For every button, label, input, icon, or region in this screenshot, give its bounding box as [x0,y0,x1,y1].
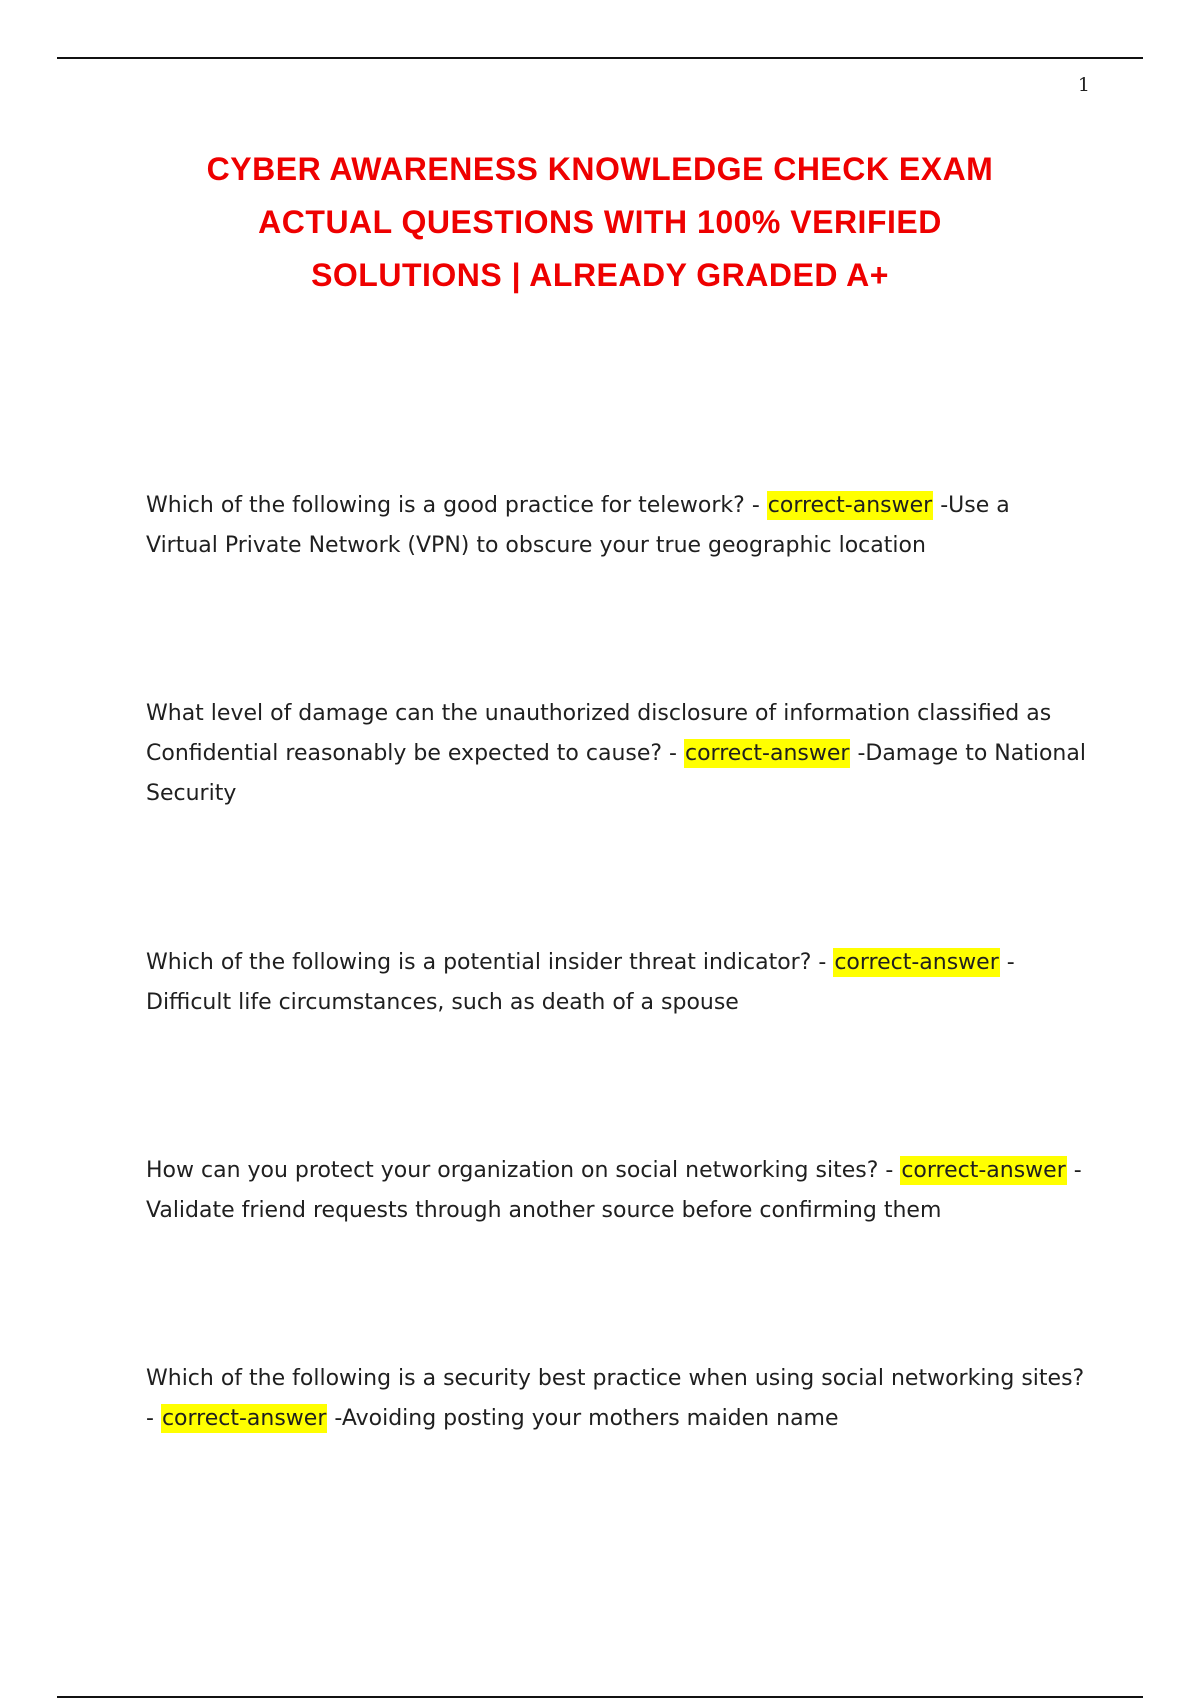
footer-rule [57,1696,1143,1698]
question-text: Which of the following is a potential insider threat indicator? - [146,950,827,975]
correct-answer-highlight: correct-answer [767,493,933,518]
answer-text: -Damage to National Security [146,741,1086,806]
qa-item [146,1151,1086,1231]
qa-item [146,943,1086,1023]
qa-item [146,486,1086,566]
answer-text: -Validate friend requests through another source before confirming them [146,1158,1082,1223]
answer-text: -Use a Virtual Private Network (VPN) to obscure your true geographic location [146,493,1010,558]
question-text: What level of damage can the unauthorized disclosure of information classified as Confidential reasonably be expected to cause? - [146,701,1052,766]
question-text: Which of the following is a security best practice when using social networking sites? - [146,1366,1085,1431]
title-line-1: CYBER AWARENESS KNOWLEDGE CHECK EXAM [206,151,994,187]
correct-answer-highlight: correct-answer [685,741,850,766]
qa-item [146,694,1086,814]
question-text: Which of the following is a good practice for telework? - [146,493,760,518]
page-number: 1 [1077,74,1090,96]
document-title [140,143,1060,302]
correct-answer-highlight: correct-answer [161,1406,327,1431]
title-line-2: ACTUAL QUESTIONS WITH 100% VERIFIED [258,204,942,240]
question-text: How can you protect your organization on social networking sites? - [146,1158,894,1183]
answer-text: -Difficult life circumstances, such as death of a spouse [146,950,1015,1015]
correct-answer-highlight: correct-answer [834,950,999,975]
qa-item [146,1359,1086,1439]
title-line-3: SOLUTIONS | ALREADY GRADED A+ [311,257,889,293]
header-rule [57,57,1143,59]
answer-text: -Avoiding posting your mothers maiden name [334,1406,839,1431]
correct-answer-highlight: correct-answer [901,1158,1066,1183]
